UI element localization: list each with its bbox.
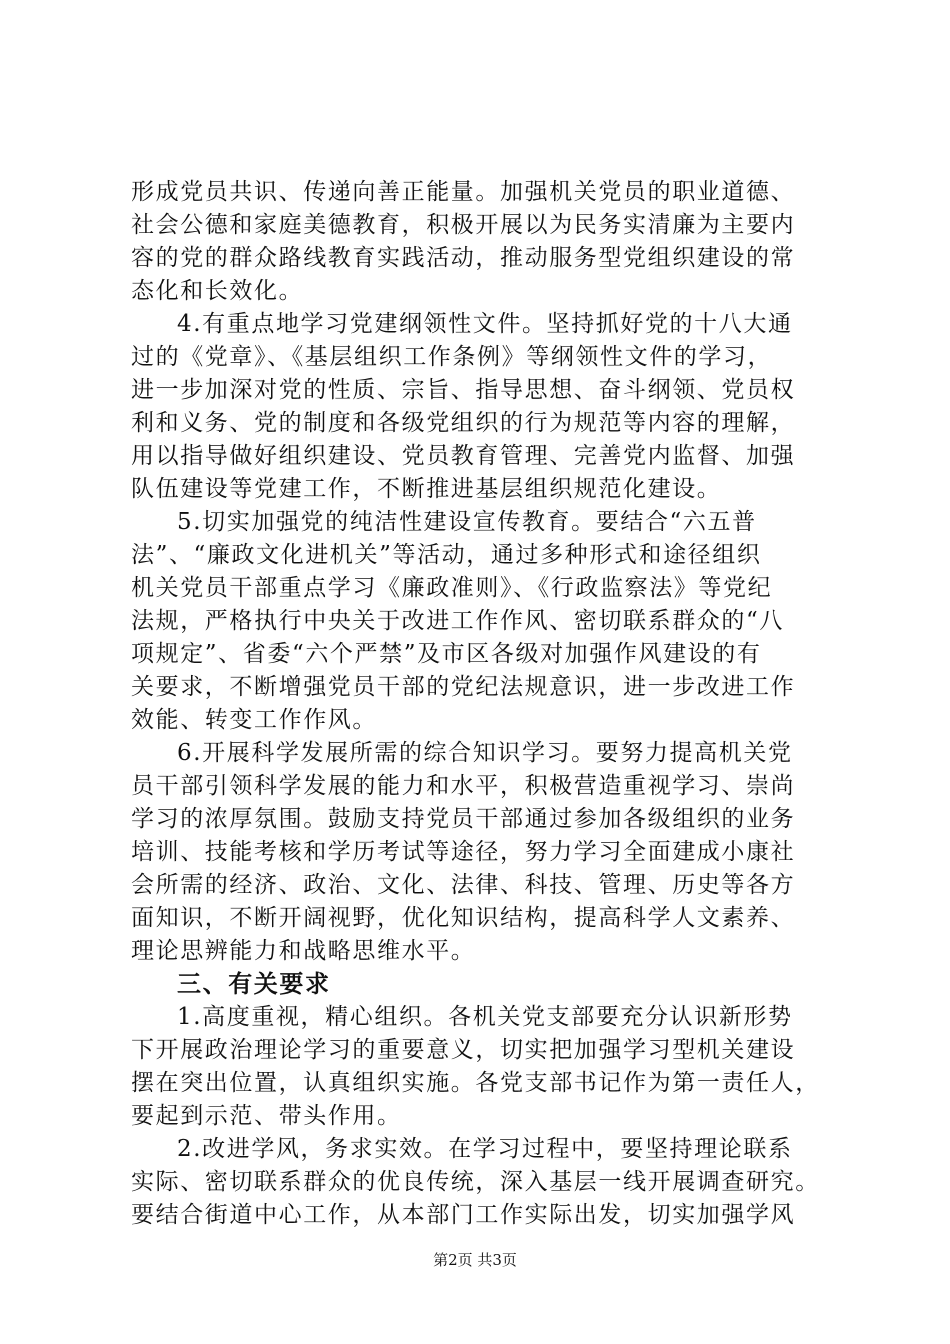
text-line: 会所需的经济、政治、文化、法律、科技、管理、历史等各方 xyxy=(131,872,796,898)
text-line: 容的党的群众路线教育实践活动，推动服务型党组织建设的常 xyxy=(131,245,796,271)
text-line: 1.高度重视，精心组织。各机关党支部要充分认识新形势 xyxy=(177,1004,793,1030)
text-line: 理论思辨能力和战略思维水平。 xyxy=(131,938,476,964)
text-line: 实际、密切联系群众的优良传统，深入基层一线开展调查研究。 xyxy=(131,1169,820,1195)
text-line: 法”、“廉政文化进机关”等活动，通过多种形式和途径组织 xyxy=(131,542,762,568)
text-line: 社会公德和家庭美德教育，积极开展以为民务实清廉为主要内 xyxy=(131,212,796,238)
text-line: 利和义务、党的制度和各级党组织的行为规范等内容的理解， xyxy=(131,410,796,436)
text-line: 要结合街道中心工作，从本部门工作实际出发，切实加强学风 xyxy=(131,1202,796,1228)
text-line: 用以指导做好组织建设、党员教育管理、完善党内监督、加强 xyxy=(131,443,796,469)
text-line: 2.改进学风，务求实效。在学习过程中，要坚持理论联系 xyxy=(177,1136,793,1162)
section-heading: 三、有关要求 xyxy=(177,970,331,998)
text-line: 4.有重点地学习党建纲领性文件。坚持抓好党的十八大通 xyxy=(177,311,793,337)
text-line: 关要求，不断增强党员干部的党纪法规意识，进一步改进工作 xyxy=(131,674,796,700)
text-line: 态化和长效化。 xyxy=(131,278,304,304)
text-line: 学习的浓厚氛围。鼓励支持党员干部通过参加各级组织的业务 xyxy=(131,806,796,832)
text-line: 机关党员干部重点学习《廉政准则》、《行政监察法》等党纪 xyxy=(131,575,773,601)
text-line: 效能、转变工作作风。 xyxy=(131,707,377,733)
text-line: 要起到示范、带头作用。 xyxy=(131,1103,402,1129)
text-line: 员干部引领科学发展的能力和水平，积极营造重视学习、崇尚 xyxy=(131,773,796,799)
text-line: 6.开展科学发展所需的综合知识学习。要努力提高机关党 xyxy=(177,740,793,766)
text-line: 项规定”、省委“六个严禁”及市区各级对加强作风建设的有 xyxy=(131,641,762,667)
text-line: 过的《党章》、《基层组织工作条例》等纲领性文件的学习， xyxy=(131,344,773,370)
page-number-footer: 第2页 共3页 xyxy=(433,1251,517,1269)
text-line: 培训、技能考核和学历考试等途径，努力学习全面建成小康社 xyxy=(131,839,796,865)
text-line: 摆在突出位置，认真组织实施。各党支部书记作为第一责任人， xyxy=(131,1070,820,1096)
text-line: 5.切实加强党的纯洁性建设宣传教育。要结合“六五普 xyxy=(177,509,757,535)
text-line: 法规，严格执行中央关于改进工作作风、密切联系群众的“八 xyxy=(131,608,784,634)
text-line: 形成党员共识、传递向善正能量。加强机关党员的职业道德、 xyxy=(131,179,796,205)
text-line: 面知识，不断开阔视野，优化知识结构，提高科学人文素养、 xyxy=(131,905,796,931)
text-line: 队伍建设等党建工作，不断推进基层组织规范化建设。 xyxy=(131,476,722,502)
text-line: 进一步加深对党的性质、宗旨、指导思想、奋斗纲领、党员权 xyxy=(131,377,796,403)
text-line: 下开展政治理论学习的重要意义，切实把加强学习型机关建设 xyxy=(131,1037,796,1063)
